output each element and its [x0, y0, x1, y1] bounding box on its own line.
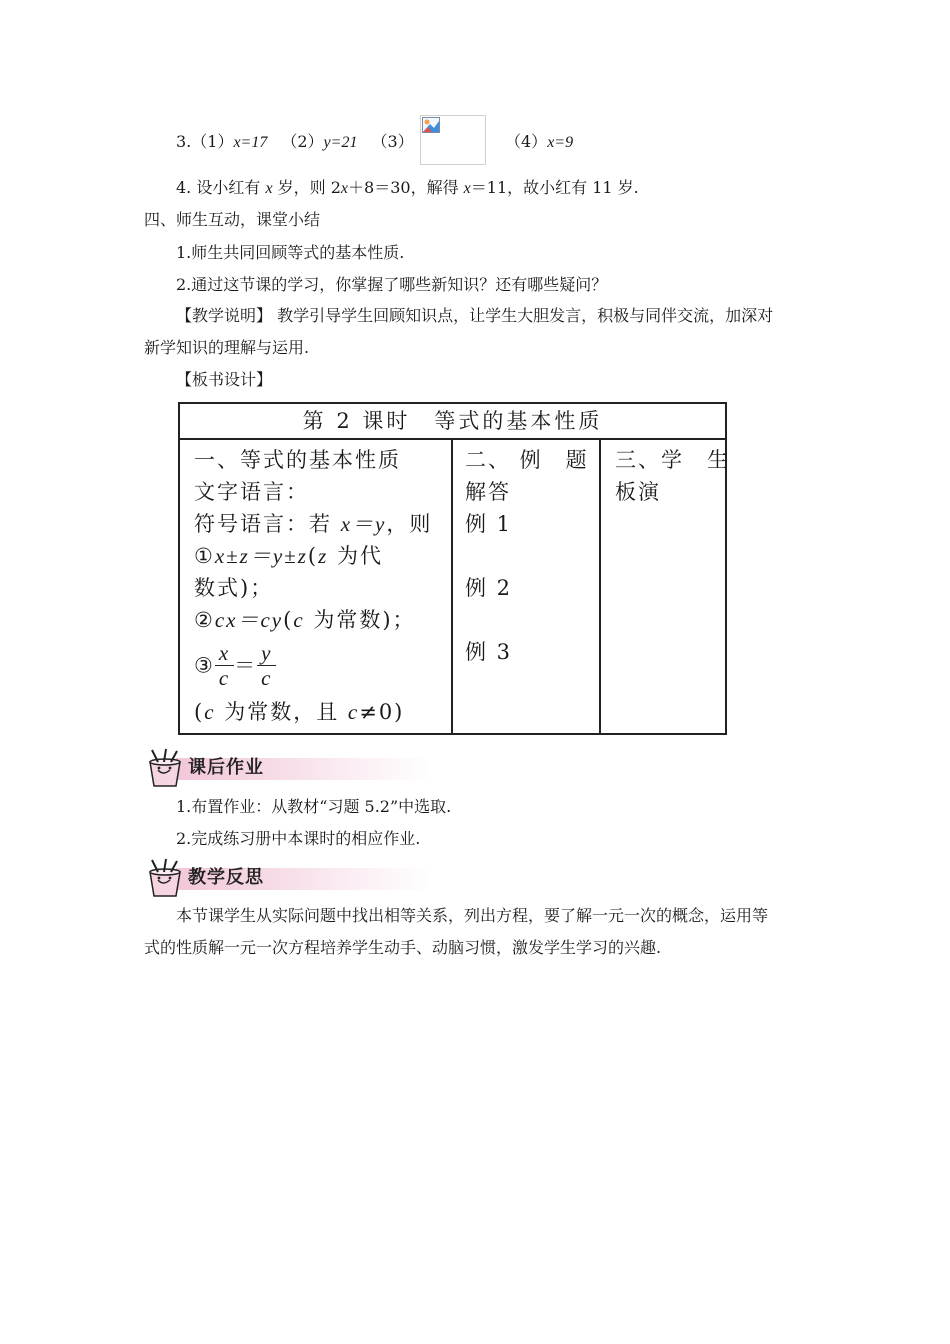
- board-example-1: 例 1: [465, 512, 513, 536]
- text: 为常数)；: [304, 608, 416, 632]
- fraction-x-over-c: [215, 641, 234, 690]
- equals: ＝: [234, 653, 258, 678]
- variable: c: [204, 700, 216, 724]
- board-c1-line5: 数式)；: [194, 576, 274, 600]
- section-4-heading: 四、师生互动，课堂小结: [144, 210, 321, 229]
- numerator: y: [257, 641, 276, 666]
- board-c3-line2: 板演: [615, 480, 661, 504]
- numerator: x: [215, 641, 234, 666]
- answer-3-prefix: 3.（1）: [176, 132, 234, 151]
- text: (: [307, 544, 319, 568]
- equation: x±z＝y±z: [214, 544, 308, 568]
- answer-3-1: x=17: [233, 134, 268, 151]
- board-column-1: [180, 438, 453, 733]
- board-title: 第 2 课时 等式的基本性质: [180, 404, 725, 440]
- homework-item-2: 2.完成练习册中本课时的相应作业.: [176, 829, 421, 848]
- board-c3-line1: 三、学 生: [615, 448, 730, 472]
- board-c1-line3: [194, 510, 432, 538]
- reflection-line-1: 本节课学生从实际问题中找出相等关系，列出方程，要了解一元一次的概念，运用等: [176, 906, 769, 925]
- answer-4-text-b: 岁，则 2: [272, 178, 341, 197]
- equation: x＝y: [340, 512, 387, 536]
- reflection-section-badge: [144, 858, 434, 894]
- board-example-3: 例 3: [465, 640, 513, 664]
- board-c2-line2: 解答: [465, 480, 511, 504]
- text: ≠0): [359, 700, 405, 724]
- text: 为代: [328, 544, 383, 568]
- answer-3-4-value: x=9: [547, 134, 574, 151]
- board-design-table: [178, 402, 730, 735]
- pencil-cup-icon: [144, 748, 190, 788]
- teaching-note-line-2: 新学知识的理解与运用.: [144, 338, 310, 357]
- circled-number: ②: [194, 608, 215, 632]
- teaching-note-line-1: 【教学说明】 教学引导学生回顾知识点，让学生大胆发言，积极与同伴交流，加深对: [176, 306, 774, 325]
- board-c1-line4: [194, 542, 383, 570]
- board-c2-line1: 二、 例 题: [465, 448, 589, 472]
- text: (: [283, 608, 294, 632]
- broken-image-placeholder: [420, 115, 486, 165]
- answer-3-4-prefix: （4）: [505, 132, 548, 151]
- reflection-line-2: 式的性质解一元一次方程培养学生动手、动脑习惯，激发学生学习的兴趣.: [144, 938, 662, 957]
- answer-3-4: [505, 132, 573, 153]
- board-column-2: [451, 438, 601, 733]
- answer-3-2-prefix: （2）: [281, 132, 324, 151]
- answer-3: [176, 132, 414, 153]
- board-c1-line7: [194, 638, 276, 690]
- board-example-2: 例 2: [465, 576, 513, 600]
- denominator: c: [261, 666, 273, 690]
- text: 符号语言：若: [194, 512, 341, 536]
- board-c1-line6: [194, 606, 416, 634]
- homework-section-badge: [144, 748, 434, 784]
- board-c1-line1: 一、等式的基本性质: [194, 448, 401, 472]
- equation: cx＝cy: [214, 608, 284, 632]
- answer-3-2: y=21: [323, 134, 358, 151]
- board-c1-line8: [194, 698, 404, 726]
- text: ，则: [386, 512, 433, 536]
- answer-4-var: x: [265, 180, 273, 197]
- variable: c: [293, 608, 305, 632]
- homework-badge-label: 课后作业: [188, 757, 264, 778]
- board-design-label: 【板书设计】: [176, 370, 273, 389]
- image-icon: [422, 117, 440, 133]
- answer-4-text-c: ＋8＝30，解得: [348, 178, 464, 197]
- answer-3-3-prefix: （3）: [371, 132, 414, 151]
- text: (: [194, 700, 205, 724]
- reflection-badge-label: 教学反思: [188, 867, 264, 888]
- board-column-3: [601, 438, 730, 733]
- answer-4-var: x: [463, 180, 471, 197]
- answer-4-text-d: ＝11，故小红有 11 岁.: [470, 178, 639, 197]
- answer-4: [176, 178, 639, 199]
- denominator: c: [218, 666, 231, 690]
- board-c1-line2: 文字语言：: [194, 480, 309, 504]
- variable: z: [318, 544, 329, 568]
- summary-item-2: 2.通过这节课的学习，你掌握了哪些新知识？还有哪些疑问？: [176, 275, 608, 294]
- homework-item-1: 1.布置作业：从教材“习题 5.2”中选取.: [176, 797, 452, 816]
- pencil-cup-icon: [144, 858, 190, 898]
- fraction-y-over-c: [257, 641, 276, 690]
- variable: c: [347, 700, 360, 724]
- text: 为常数，且: [215, 700, 348, 724]
- circled-number: ③: [194, 653, 215, 678]
- answer-4-text-a: 4. 设小红有: [176, 178, 266, 197]
- circled-number: ①: [194, 544, 215, 568]
- summary-item-1: 1.师生共同回顾等式的基本性质.: [176, 243, 405, 262]
- answer-4-var: x: [340, 180, 349, 197]
